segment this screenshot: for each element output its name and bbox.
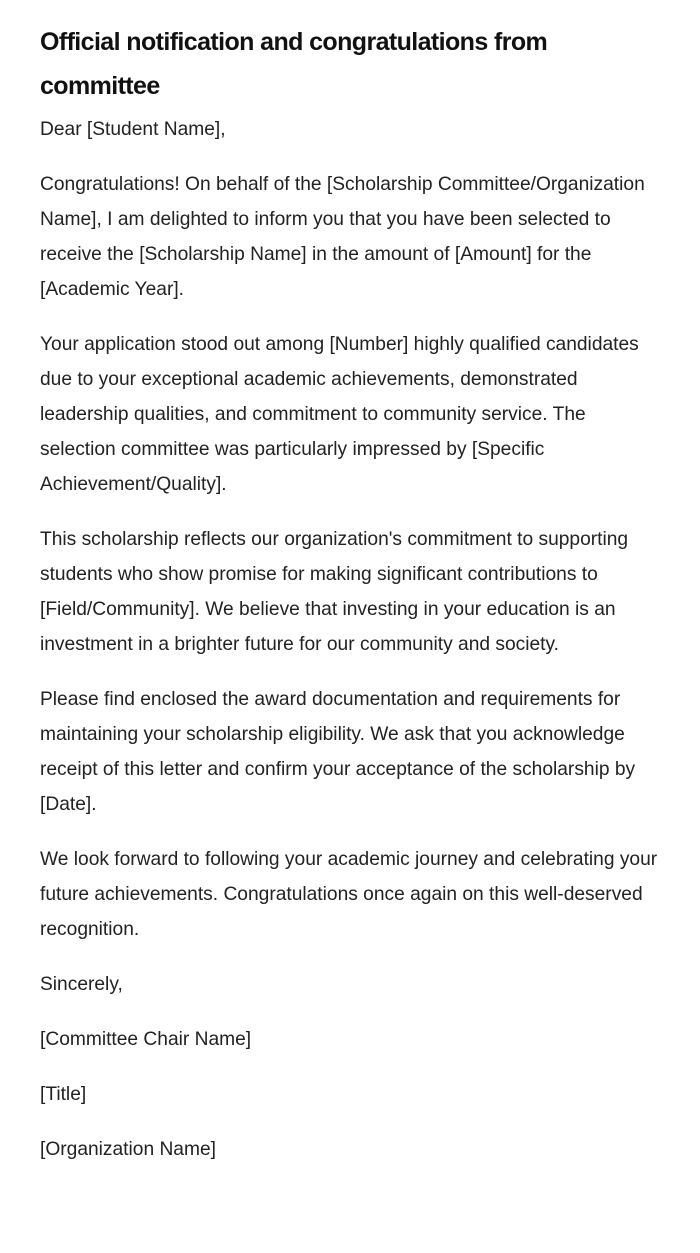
body-paragraph-2: Your application stood out among [Number] highly qualified candidates due to your exceptional academic achievements, demonstrated leadership qualities, and commitment to community service. The selection committee was particularly impressed by [Specific Achievement/Quality]. [40, 334, 639, 495]
page-title: Official notification and congratulations from committee [40, 28, 548, 100]
salutation: Dear [Student Name], [40, 119, 226, 140]
closing: Sincerely, [40, 974, 123, 995]
signature-title: [Title] [40, 1084, 87, 1105]
signature-name: [Committee Chair Name] [40, 1029, 252, 1050]
body-paragraph-1: Congratulations! On behalf of the [Scholarship Committee/Organization Name], I am delighted to inform you that you have been selected to receive the [Scholarship Name] in the amount of [Amount] for the [Academic Year]. [40, 174, 645, 300]
body-paragraph-5: We look forward to following your academic journey and celebrating your future achievements. Congratulations once again on this well-deserved recognition. [40, 849, 658, 940]
body-paragraph-4: Please find enclosed the award documentation and requirements for maintaining your scholarship eligibility. We ask that you acknowledge receipt of this letter and confirm your acceptance of the scholarship by [Date]. [40, 689, 636, 815]
signature-organization: [Organization Name] [40, 1139, 216, 1160]
body-paragraph-3: This scholarship reflects our organization's commitment to supporting students who show promise for making significant contributions to [Field/Community]. We believe that investing in your education is an investment in a brighter future for our community and society. [40, 529, 629, 655]
